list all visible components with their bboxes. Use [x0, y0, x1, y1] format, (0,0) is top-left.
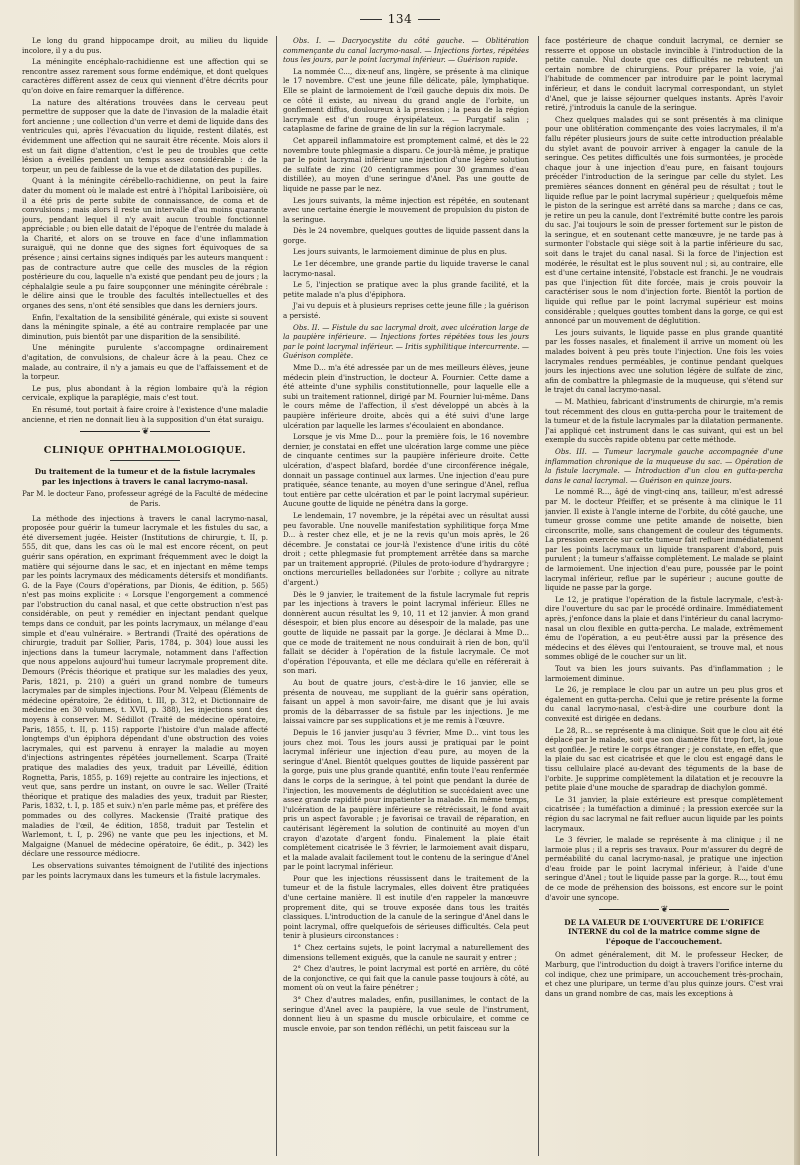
paragraph: La nommée C..., dix-neuf ans, lingère, se présente à ma clinique le 17 novembre. C'est une jeune fille délicate, pâle, lymphatique. Elle se plaint de larmoiement de l'œil gauche depuis dix mois. De ce côté il existe, au niveau du grand angle de l'orbite, un gonflement diffus, douloureux à la pression ; la peau de la région lacrymale est d'un rouge érysipélateux. — Purgatif salin ; cataplasme de farine de graine de lin sur la région lacrymale. — [283, 66, 529, 134]
paragraph: Dès le 9 janvier, le traitement de la fistule lacrymale fut repris par les injections à travers le point lacrymal inférieur. Elles ne donnèrent aucun résultat les 9, 10, 11 et 12 janvier. À mon grand désespoir, et bien plus encore au désespoir de la malade, pas une goutte de liquide ne passait par la gorge. Je déclarai à Mme D... que ce mode de traitement ne nous conduirait à rien de bon, qu'il fallait se décider à l'opération de la fistule lacrymale. Ce mot d'opération l'épouvanta, et elle me déclara qu'elle en référerait à son mari. — [283, 589, 529, 676]
paragraph: Les observations suivantes témoignent de l'utilité des injections par les points lacrymaux dans les tumeurs et la fistule lacrymales. — [22, 860, 268, 880]
paragraph: Les jours suivants, la même injection est répétée, en soutenant avec une certaine énergie le mouvement de propulsion du piston de la seringue. — [283, 195, 529, 224]
paragraph: Le pus, plus abondant à la région lombaire qu'à la région cervicale, explique la paraplégie, mais c'est tout. — [22, 383, 268, 403]
paragraph: J'ai vu depuis et à plusieurs reprises cette jeune fille ; la guérison a persisté. — [283, 301, 529, 321]
paragraph: La méthode des injections à travers le canal lacrymo-nasal, proposée pour guérir la tumeur lacrymale et les fistules du sac, a été diversement jugée. Heister (Institutions de chirurgie, t. II, p. 555, dit que, dans les cas où le mal est encore récent, on peut guérir sans opération, en exprimant fréquemment avec le doigt la matière qui séjourne dans le sac, et en injectant en même temps par les points lacrymaux des médicaments détersifs et mondifiants. G. de la Faye (Cours d'opérations, par Dionis, 4e édition, p. 565) n'est pas moins explicite : « Lorsque l'engorgement a commencé par l'obstruction du canal nasal, et que cette obstruction n'est pas considérable, on peut y remédier en injectant pendant quelque temps dans ce conduit, par les points lacrymaux, un mélange d'eau simple et d'eau vulnéraire. » Bertrandi (Traité des opérations de chirurgie, traduit par Sollier, Paris, 1784, p. 304) loue aussi les injections dans la tumeur lacrymale, notamment dans l'affection que nous appelons aujourd'hui tumeur lacrymale proprement dite. Demours (Précis théorique et pratique sur les maladies des yeux, Paris, 1821, p. 210) a guéri un grand nombre de tumeurs lacrymales par de simples injections. Pour M. Velpeau (Éléments de médecine opératoire, 2e édition, t. III, p. 312, et Dictionnaire de médecine en 30 volumes, t. XVII, p. 388), les injections sont des moyens à conserver. M. Sédillot (Traité de médecine opératoire, Paris, 1855, t. II, p. 115) rapporte l'histoire d'un malade affecté longtemps d'un épiphora dépendant d'une obstruction des voies lacrymales, qui est parvenu à enrayer la maladie au moyen d'injections astringentes répétées journellement. Scarpa (Traité pratique des maladies des yeux, traduit par Léveillé, édition Rognetta, Paris, 1855, p. 169) rejette au contraire les injections, et veut que, sans perdre un instant, on ouvre le sac. Weller (Traité théorique et pratique des maladies des yeux, traduit par Riester, Paris, 1832, t. I, p. 185 et suiv.) n'en parle même pas, et préfère des pommades ou des collyres. Mackensie (Traité pratique des maladies de l'œil, 4e édition, 1858, traduit par Testelin et Warlemont, t. I, p. 296) ne vante que peu les injections, et M. Malgaigne (Manuel de médecine opératoire, 6e édit., p. 342) les déclare une ressource médiocre. — [22, 513, 268, 859]
paragraph: Quant à la méningite cérébello-rachidienne, on peut la faire dater du moment où le malade est entré à l'hôpital Lariboisière, où il a été pris de perte subite de connaissance, de coma et de convulsions ; mais alors il reste un intervalle d'au moins quarante jours, pendant lequel il n'y avait aucun trouble fonctionnel appréciable ; ou bien elle datait de l'époque de l'entrée du malade à la Charité, et alors on se trouve en face d'une inflammation suraiguë, qui ne donne que des signes fort équivoques de sa présence ; ainsi certains signes indiqués par les auteurs manquent : pas de contracture autre que celle des muscles de la région postérieure du cou, laquelle n'a existé que pendant peu de jours ; la céphalalgie seule a pu faire soupçonner une méningite cérébrale : le délire ainsi que le trouble des facultés intellectuelles et des organes des sens, n'ont été sensibles que dans les derniers jours. — [22, 176, 268, 311]
paragraph: Le 1er décembre, une grande partie du liquide traverse le canal lacrymo-nasal. — [283, 259, 529, 278]
paragraph: Depuis le 16 janvier jusqu'au 3 février, Mme D... vint tous les jours chez moi. Tous les jours aussi je pratiquai par le point lacrymal inférieur une injection d'eau pure, au moyen de la seringue d'Anel. Bientôt quelques gouttes de liquide passèrent par la gorge, puis une plus grande quantité, enfin toute l'eau renfermée dans le corps de la seringue, à tel point que pendant la durée de l'injection, les mouvements de déglutition se succédaient avec une assez grande rapidité pour impatienter la malade. En même temps, l'ulcération de la paupière inférieure se rétrécissait, le fond avait pris un aspect favorable ; je favorisai ce travail de réparation, en cautérisant légèrement la solution de continuité au moyen d'un crayon d'azotate d'argent fondu. Finalement la plaie était complètement cicatrisée le 3 février, le larmoiement avait disparu, et la malade avalait facilement tout le contenu de la seringue d'Anel par le point lacrymal inférieur. — [283, 727, 529, 872]
paragraph: On admet généralement, dit M. le professeur Hecker, de Marburg, que l'introduction du doigt à travers l'orifice interne du col indique, chez une primipare, un accouchement très-prochain, et chez une pluripare, un terme d'au plus quinze jours. C'est vrai dans un grand nombre de cas, mais les exceptions à — [545, 950, 783, 998]
page-number-dash-right — [418, 19, 440, 20]
article-byline: Par M. le docteur Fano, professeur agrégé de la Faculté de médecine de Paris. — [22, 490, 268, 508]
paragraph: Le 12, je pratique l'opération de la fistule lacrymale, c'est-à-dire l'ouverture du sac par le procédé ordinaire. Immédiatement après, j'enfonce dans la plaie et dans l'intérieur du canal lacrymo-nasal un clou flexible en gutta-percha. Le malade, extrêmement ému de l'opération, a eu peut-être aussi par la présence des médecins et des élèves qui l'entouraient, se trouve mal, et nous sommes obligé de le coucher sur un lit. — [545, 594, 783, 662]
paragraph: Pour que les injections réussissent dans le traitement de la tumeur et de la fistule lacrymales, elles doivent être pratiquées d'une certaine manière. Il est inutile d'en rappeler la manœuvre proprement dite, qui se trouve exposée dans tous les traités classiques. L'introduction de la canule de la seringue d'Anel dans le point lacrymal, offre quelquefois de sérieuses difficultés. Cela peut tenir à plusieurs circonstances : — [283, 873, 529, 941]
paragraph: Le long du grand hippocampe droit, au milieu du liquide incolore, il y a du pus. — [22, 36, 268, 55]
paragraph: Le 26, je remplace le clou par un autre un peu plus gros et également en gutta-percha. Celui que je retire présente la forme du canal lacrymo-nasal, c'est-à-dire une courbure dont la convexité est dirigée en dedans. — [545, 685, 783, 723]
paragraph: Une méningite purulente s'accompagne ordinairement d'agitation, de convulsions, de chaleur âcre à la peau. Chez ce malade, au contraire, il n'y a jamais eu que de l'affaissement et de la torpeur. — [22, 343, 268, 382]
paragraph: Le nommé R..., âgé de vingt-cinq ans, tailleur, m'est adressé par M. le docteur Pfeiffer, et se présente à ma clinique le 11 janvier. Il existe à l'angle interne de l'orbite, du côté gauche, une tumeur grosse comme une petite amande de noisette, bien circonscrite, molle, sans changement de couleur des téguments. La pression exercée sur cette tumeur fait refluer immédiatement par les points lacrymaux un liquide transparent d'abord, puis purulent ; la tumeur s'affaisse complètement. Le malade se plaint de larmoiement. Une injection d'eau pure, poussée par le point lacrymal inférieur, reflue par le supérieur ; aucune goutte de liquide ne passe par la gorge. — [545, 487, 783, 593]
paragraph: Le lendemain, 17 novembre, je la répétai avec un résultat aussi peu favorable. Une nouvelle manifestation syphilitique força Mme D... à rester chez elle, et je ne la revis qu'un mois après, le 26 décembre. Je constatai ce jour-là l'existence d'une iritis du côté droit ; cette phlegmasie fut promptement arrêtée dans sa marche par un traitement approprié. (Pilules de proto-iodure d'hydrargyre ; onctions mercurielles belladonées sur l'orbite ; collyre au nitrate d'argent.) — [283, 510, 529, 588]
paragraph: Mme D... m'a été adressée par un de mes meilleurs élèves, jeune médecin plein d'instruction, le docteur A. Fournier. Cette dame a été atteinte d'une syphilis constitutionnelle, pour laquelle elle a subi un traitement rationnel, dirigé par M. Fournier lui-même. Dans le cours même de l'affection, il s'est développé un abcès à la paupière inférieure droite, abcès qui a été suivi d'une large ulcération par laquelle les larmes s'écoulaient en abondance. — [283, 363, 529, 430]
paragraph: Les jours suivants, le liquide passe en plus grande quantité par les fosses nasales, et finalement il arrive un moment où les malades boivent à peu près toute l'injection. Une fois les voies lacrymales rendues perméables, je continue pendant quelques jours les injections avec une solution légère de sulfate de zinc, afin de combattre la phlegmasie de la muqueuse, qui s'étend sur le trajet du canal lacrymo-nasal. — [545, 327, 783, 395]
paragraph: Cet appareil inflammatoire est promptement calmé, et dès le 22 novembre toute phlegmasie a disparu. Ce jour-là même, je pratique par le point lacrymal inférieur une injection d'une légère solution de sulfate de zinc (20 centigrammes pour 30 grammes d'eau distillée), au moyen d'une seringue d'Anel. Pas une goutte de liquide ne passe par le nez. — [283, 135, 529, 193]
paragraph: — M. Mathieu, fabricant d'instruments de chirurgie, m'a remis tout récemment des clous en gutta-percha pour le traitement de la tumeur et de la fistule lacrymales par la dilatation permanente. J'ai appliqué cet instrument dans le cas suivant, qui est un bel exemple du succès rapide obtenu par cette méthode. — [545, 396, 783, 445]
paragraph: Le 5, l'injection se pratique avec la plus grande facilité, et la petite malade n'a plus d'épiphora. — [283, 280, 529, 299]
paragraph: Dès le 24 novembre, quelques gouttes de liquide passent dans la gorge. — [283, 226, 529, 245]
page-number-text: 134 — [387, 12, 413, 26]
column-rule-1 — [276, 36, 277, 1156]
article-subtitle: Du traitement de la tumeur et de la fistule lacrymales par les injections à travers le canal lacrymo-nasal. — [34, 467, 256, 486]
paragraph: Le 28, R... se représente à ma clinique. Soit que le clou ait été déplacé par le malade, soit que son diamètre fût trop fort, la joue est gonflée. Je retire le corps étranger ; je constate, en effet, que la plaie du sac est cicatrisée et que le clou est engagé dans le tissu cellulaire placé au-devant des téguments de la base de l'orbite. Je supprime complètement la dilatation et je recouvre la petite plaie d'une mouche de sparadrap de diachylon gommé. — [545, 725, 783, 793]
paragraph: Les jours suivants, le larmoiement diminue de plus en plus. — [293, 247, 508, 257]
paragraph: Le 31 janvier, la plaie extérieure est presque complètement cicatrisée ; la tuméfaction a diminué ; la pression exercée sur la région du sac lacrymal ne fait refluer aucun liquide par les points lacrymaux. — [545, 794, 783, 833]
paragraph: Chez quelques malades qui se sont présentés à ma clinique pour une oblitération commençante des voies lacrymales, il m'a fallu répéter plusieurs jours de suite cette introduction préalable du stylet avant de pouvoir arriver à engager la canule de la seringue. Ces petites difficultés une fois surmontées, je procède chaque jour à une injection d'eau pure, en faisant toujours précéder l'introduction de la seringue par celle du stylet. Les premières séances donnent en général peu de résultat ; tout le liquide reflue par le point lacrymal supérieur ; quelquefois même le piston de la seringue est arrêté dans sa marche ; dans ce cas, je retire un peu la canule, dont l'extrémité butte contre les parois du sac. J'ai toujours le soin de presser fortement sur le piston de la seringue, et en soutenant cette manœuvre, je ne tarde pas à surmonter l'obstacle qui siège soit à la partie inférieure du sac, soit dans le trajet du canal nasal. Si la force de l'injection est modérée, le résultat est le plus souvent nul ; si, au contraire, elle est d'une certaine intensité, l'obstacle est franchi. Je ne voudrais pas que l'injection fût dite forcée, mais je crois pouvoir la caractériser sous le nom d'injection forte. Bientôt la portion de liquide qui reflue par le point lacrymal supérieur est moins considérable ; quelques gouttes tombent dans la gorge, ce qui est annoncé par un mouvement de déglutition. — [545, 114, 783, 326]
paragraph: La nature des altérations trouvées dans le cerveau peut permettre de supposer que la date de l'invasion de la maladie était fort ancienne ; une collection d'un verre et demi de liquide dans des ventricules qui, après l'évacuation du liquide, restent dilatés, est évidemment une affection qui ne saurait être récente. Mois alors il est un fait digne d'attention, c'est le peu de troubles que cette lésion a éveillés pendant un temps assez considérable : de la torpeur, un peu de faiblesse de la vue et de dilatation des pupilles. — [22, 97, 268, 174]
paragraph: Au bout de quatre jours, c'est-à-dire le 16 janvier, elle se présenta de nouveau, me suppliant de la guérir sans opération, faisant un appel à mon savoir-faire, me disant que je lui avais promis de la débarrasser de sa fistule par les injections. Je me laissai vaincre par ses supplications et je me remis à l'œuvre. — [283, 678, 529, 726]
paragraph: Le 3 février, le malade se représente à ma clinique ; il ne larmoie plus ; il a repris ses travaux. Pour m'assurer du degré de perméabilité du canal lacrymo-nasal, je pratique une injection d'eau froide par le point lacrymal inférieur, à l'aide d'une seringue d'Anel ; tout le liquide passe par la gorge. R..., tout ému de ce mode de préhension des boissons, est encore sur le point d'avoir une syncope. — [545, 835, 783, 902]
observation-heading: Obs. III. — Tumeur lacrymale gauche accompagnée d'une inflammation chronique de la muqueuse du sac. — Opération de la fistule lacrymale. — Introduction d'un clou en gutta-percha dans le canal lacrymal. — Guérison en quinze jours. — [545, 446, 783, 485]
page-number — [0, 12, 800, 26]
observation-heading: Obs. II. — Fistule du sac lacrymal droit, avec ulcération large de la paupière inférieure. — Injections fortes répétées tous les jours par le point lacrymal inférieur. — Iritis syphilitique intercurrente. — Guérison complète. — [283, 322, 529, 361]
short-rule — [110, 460, 180, 461]
article-title: DE LA VALEUR DE L'OUVERTURE DE L'ORIFICE INTERNE du col de la matrice comme signe de l'époque de l'accouchement. — [564, 917, 764, 946]
page-number-dash-left — [360, 19, 382, 20]
paragraph: face postérieure de chaque conduit lacrymal, ce dernier se resserre et oppose un obstacle invincible à l'introduction de la petite canule. Nul doute que ces difficultés ne rebutent un certain nombre de chirurgiens. Pour préparer la voie, j'ai l'habitude de commencer par introduire par le point lacrymal inférieur, et dans le conduit lacrymal correspondant, un stylet d'Anel, que je laisse séjourner quelques instants. Après l'avoir retiré, j'introduis la canule de la seringue. — [545, 36, 783, 113]
paragraph: Lorsque je vis Mme D... pour la première fois, le 16 novembre dernier, je constatai en effet une ulcération large comme une pièce de cinquante centimes sur la paupière inférieure droite. Cette ulcération, d'aspect blafard, bordée d'une circonférence inégale, donnait un passage continuel aux larmes. Une injection d'eau pure pratiquée, séance tenante, au moyen d'une seringue d'Anel, reflua tout entière par cette ulcération et par le point lacrymal supérieur. Aucune goutte de liquide ne pénétra dans la gorge. — [283, 432, 529, 509]
column-rule-2 — [538, 36, 539, 1156]
paragraph: En résumé, tout portait à faire croire à l'existence d'une maladie ancienne, et rien ne donnait lieu à la supposition d'un état suraigu. — [22, 404, 268, 424]
paragraph: 2° Chez d'autres, le point lacrymal est porté en arrière, du côté de la conjonctive, ce qui fait que la canule passe toujours à côté, au moment où on veut la faire pénétrer ; — [283, 964, 529, 993]
page-edge — [794, 0, 800, 1165]
column-left — [22, 36, 268, 1156]
column-middle — [283, 36, 529, 1156]
column-right — [545, 36, 783, 1156]
section-title: CLINIQUE OPHTHALMOLOGIQUE. — [43, 444, 247, 456]
paragraph: 3° Chez d'autres malades, enfin, pusillanimes, le contact de la seringue d'Anel avec la paupière, la vue seule de l'instrument, donnent lieu à un spasme du muscle orbiculaire, et comme ce muscle envoie, par son tendon réfléchi, un petit faisceau sur la — [283, 995, 529, 1033]
paragraph: Enfin, l'exaltation de la sensibilité générale, qui existe si souvent dans la méningite spinale, a été au contraire remplacée par une diminution, puis bientôt par une disparition de la sensibilité. — [22, 312, 268, 341]
paragraph: La méningite encéphalo-rachidienne est une affection qui se rencontre assez rarement sous forme endémique, et dont quelques caractères diffèrent assez de ceux qui viennent d'être décrits pour qu'on doive en faire remarquer la différence. — [22, 57, 268, 95]
observation-heading: Obs. I. — Dacryocystite du côté gauche. — Oblitération commençante du canal lacrymo-nasal. — Injections fortes, répétées tous les jours, par le point lacrymal inférieur. — Guérison rapide. — [283, 36, 529, 65]
section-ornament: ❦ — [545, 906, 783, 916]
paragraph: Tout va bien les jours suivants. Pas d'inflammation ; le larmoiement diminue. — [545, 664, 783, 683]
paragraph: 1° Chez certains sujets, le point lacrymal a naturellement des dimensions tellement exiguës, que la canule ne saurait y entrer ; — [283, 943, 529, 962]
section-ornament: ❦ — [22, 428, 268, 438]
